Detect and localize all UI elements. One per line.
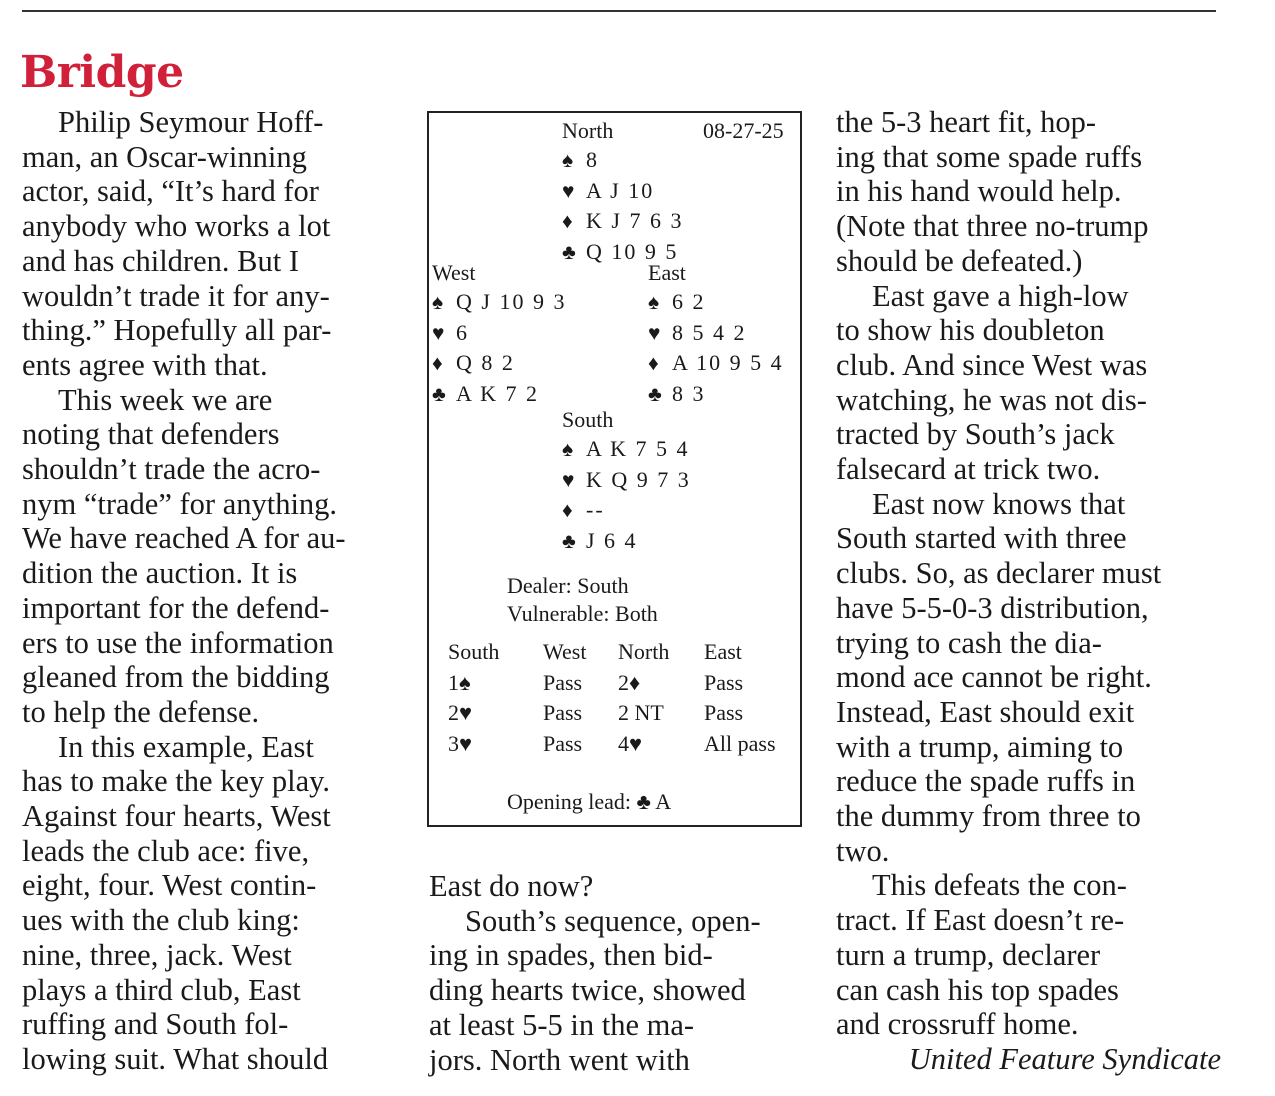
- dealer-info: Dealer: South: [507, 573, 629, 598]
- auction-row: [448, 668, 788, 699]
- text-line: This defeats the con-: [872, 868, 1127, 903]
- text-line: and has children. But I: [22, 243, 299, 278]
- clubs-suit-icon: ♣: [562, 528, 576, 553]
- spades-suit-icon: ♠: [562, 437, 574, 461]
- card-list: 8 5 4 2: [672, 319, 747, 345]
- east-hand: [648, 287, 784, 409]
- text-line: ing that some spade ruffs: [836, 139, 1143, 174]
- card-list: Q 10 9 5: [586, 238, 679, 264]
- north-hand: [562, 145, 683, 267]
- west-label: West: [432, 260, 476, 285]
- card-list: K J 7 6 3: [586, 208, 684, 233]
- west-diamonds-holding: [432, 348, 566, 379]
- west-hearts-holding: [432, 318, 566, 349]
- clubs-suit-icon: ♣: [562, 239, 576, 264]
- auction-bid: Pass: [543, 730, 583, 756]
- east-label: East: [648, 260, 686, 285]
- card-list: 6: [456, 319, 469, 345]
- column-title: Bridge: [20, 47, 184, 98]
- top-rule: [22, 10, 1216, 12]
- card-list: A K 7 2: [456, 380, 540, 406]
- text-line: eight, four. West contin-: [22, 868, 317, 903]
- clubs-suit-icon: ♣: [432, 381, 446, 406]
- card-list: Q 8 2: [456, 350, 515, 375]
- east-clubs-holding: [648, 379, 784, 410]
- text-line: reduce the spade ruffs in: [836, 764, 1136, 799]
- text-line: gleaned from the bidding: [22, 660, 330, 695]
- south-diamonds-holding: [562, 495, 691, 526]
- text-line: dition the auction. It is: [22, 556, 298, 591]
- text-line: the 5-3 heart fit, hop-: [836, 105, 1097, 139]
- text-line: with a trump, aiming to: [836, 729, 1124, 764]
- text-line: East now knows that: [872, 486, 1126, 521]
- text-line: man, an Oscar-winning: [22, 139, 307, 174]
- text-line: falsecard at trick two.: [836, 452, 1101, 487]
- text-line: should be defeated.): [836, 243, 1083, 278]
- spades-suit-icon: ♠: [562, 148, 574, 172]
- text-line: thing.” Hopefully all par-: [22, 313, 332, 348]
- auction-bid: Pass: [543, 669, 583, 695]
- text-line: in his hand would help.: [836, 174, 1122, 209]
- text-line: club. And since West was: [836, 347, 1148, 382]
- auction-bid: 2♦: [618, 669, 641, 695]
- vulnerability-info: Vulnerable: Both: [507, 601, 658, 626]
- text-line: actor, said, “It’s hard for: [22, 174, 319, 209]
- auction-header: West: [543, 639, 587, 664]
- card-list: A 10 9 5 4: [672, 350, 784, 375]
- west-clubs-holding: [432, 379, 566, 410]
- spades-suit-icon: ♠: [432, 290, 444, 314]
- text-line: mond ace cannot be right.: [836, 660, 1152, 695]
- text-line: Philip Seymour Hoff-: [58, 105, 324, 139]
- south-label: South: [562, 407, 614, 432]
- auction-bid: Pass: [704, 700, 744, 725]
- north-hearts-holding: [562, 176, 683, 207]
- opening-lead: Opening lead: ♣ A: [507, 789, 672, 814]
- text-line: two.: [836, 833, 890, 868]
- text-line: can cash his top spades: [836, 972, 1119, 1007]
- text-line: watching, he was not dis-: [836, 382, 1147, 417]
- text-line: ruffing and South fol-: [22, 1007, 289, 1042]
- clubs-suit-icon: ♣: [648, 381, 662, 406]
- text-line: has to make the key play.: [22, 764, 331, 799]
- hearts-suit-icon: ♥: [562, 178, 575, 203]
- text-column-2: [429, 869, 814, 1077]
- text-line: ding hearts twice, showed: [429, 973, 746, 1008]
- north-spades-holding: [562, 145, 683, 176]
- text-line: the dummy from three to: [836, 799, 1141, 834]
- text-line: important for the defend-: [22, 590, 330, 625]
- auction-row: [448, 698, 788, 729]
- syndicate-credit: United Feature Syndicate: [908, 1041, 1221, 1076]
- text-line: lowing suit. What should: [22, 1041, 329, 1076]
- text-line: South’s sequence, open-: [465, 903, 761, 938]
- auction-bid: 4♥: [618, 730, 643, 756]
- hearts-suit-icon: ♥: [432, 320, 445, 345]
- deal-date: 08-27-25: [703, 118, 784, 143]
- text-line: trying to cash the dia-: [836, 625, 1102, 660]
- diamonds-suit-icon: ♦: [562, 498, 573, 522]
- text-line: This week we are: [58, 382, 273, 417]
- diamonds-suit-icon: ♦: [432, 351, 443, 375]
- text-line: to help the defense.: [22, 694, 260, 729]
- text-line: South started with three: [836, 521, 1127, 556]
- card-list: J 6 4: [586, 527, 638, 553]
- diamonds-suit-icon: ♦: [562, 209, 573, 233]
- west-hand: [432, 287, 566, 409]
- south-clubs-holding: [562, 526, 691, 557]
- east-diamonds-holding: [648, 348, 784, 379]
- card-list: 8 3: [672, 380, 706, 406]
- text-line: East do now?: [429, 869, 594, 903]
- text-line: have 5-5-0-3 distribution,: [836, 590, 1149, 625]
- text-line: anybody who works a lot: [22, 209, 331, 244]
- text-line: plays a third club, East: [22, 972, 301, 1007]
- text-line: turn a trump, declarer: [836, 937, 1101, 972]
- text-line: noting that defenders: [22, 417, 280, 452]
- card-list: K Q 9 7 3: [586, 466, 691, 492]
- text-line: (Note that three no-trump: [836, 209, 1149, 244]
- hearts-suit-icon: ♥: [648, 320, 661, 345]
- text-line: ing in spades, then bid-: [429, 938, 713, 973]
- card-list: 6 2: [672, 289, 706, 314]
- diamonds-suit-icon: ♦: [648, 351, 659, 375]
- text-line: tract. If East doesn’t re-: [836, 903, 1125, 938]
- east-hearts-holding: [648, 318, 784, 349]
- text-line: tracted by South’s jack: [836, 417, 1115, 452]
- west-spades-holding: [432, 287, 566, 318]
- auction-header: South: [448, 639, 500, 664]
- auction-bid: 2 NT: [618, 700, 664, 725]
- auction-bid: 3♥: [448, 730, 473, 756]
- hearts-suit-icon: ♥: [562, 467, 575, 492]
- text-line: In this example, East: [58, 729, 314, 764]
- text-column-1: [22, 105, 402, 1077]
- spades-suit-icon: ♠: [648, 290, 660, 314]
- card-list: Q J 10 9 3: [456, 289, 567, 314]
- auction-row: [448, 729, 788, 760]
- text-line: leads the club ace: five,: [22, 833, 310, 868]
- text-line: nine, three, jack. West: [22, 937, 292, 972]
- text-line: We have reached A for au-: [22, 521, 346, 556]
- auction-bid: Pass: [543, 700, 583, 725]
- auction-header: East: [704, 639, 742, 664]
- north-diamonds-holding: [562, 206, 683, 237]
- text-column-3: [836, 105, 1221, 1077]
- text-line: East gave a high-low: [872, 278, 1129, 313]
- text-line: and crossruff home.: [836, 1007, 1079, 1042]
- south-hearts-holding: [562, 465, 691, 496]
- text-line: ues with the club king:: [22, 903, 300, 938]
- text-line: to show his doubleton: [836, 313, 1105, 348]
- east-spades-holding: [648, 287, 784, 318]
- text-line: Instead, East should exit: [836, 694, 1135, 729]
- auction-bid: Pass: [704, 669, 744, 695]
- card-list: --: [586, 497, 605, 522]
- card-list: A K 7 5 4: [586, 436, 690, 461]
- south-spades-holding: [562, 434, 691, 465]
- auction-bid: 1♠: [448, 669, 471, 695]
- text-line: clubs. So, as declarer must: [836, 556, 1162, 591]
- text-line: wouldn’t trade it for any-: [22, 278, 330, 313]
- text-line: shouldn’t trade the acro-: [22, 452, 321, 487]
- bridge-deal-diagram: [427, 111, 802, 827]
- auction-header-row: [448, 637, 788, 668]
- text-line: Against four hearts, West: [22, 799, 331, 834]
- auction-header: North: [618, 639, 670, 664]
- text-line: nym “trade” for anything.: [22, 486, 338, 521]
- card-list: A J 10: [586, 177, 655, 203]
- card-list: 8: [586, 147, 599, 172]
- text-line: ents agree with that.: [22, 347, 268, 382]
- auction-bid: 2♥: [448, 700, 473, 725]
- south-hand: [562, 434, 691, 556]
- text-line: ers to use the information: [22, 625, 334, 660]
- text-line: at least 5-5 in the ma-: [429, 1007, 695, 1042]
- auction-table: [448, 637, 788, 759]
- auction-bid: All pass: [704, 730, 776, 756]
- north-label: North: [562, 118, 614, 143]
- text-line: jors. North went with: [429, 1042, 690, 1077]
